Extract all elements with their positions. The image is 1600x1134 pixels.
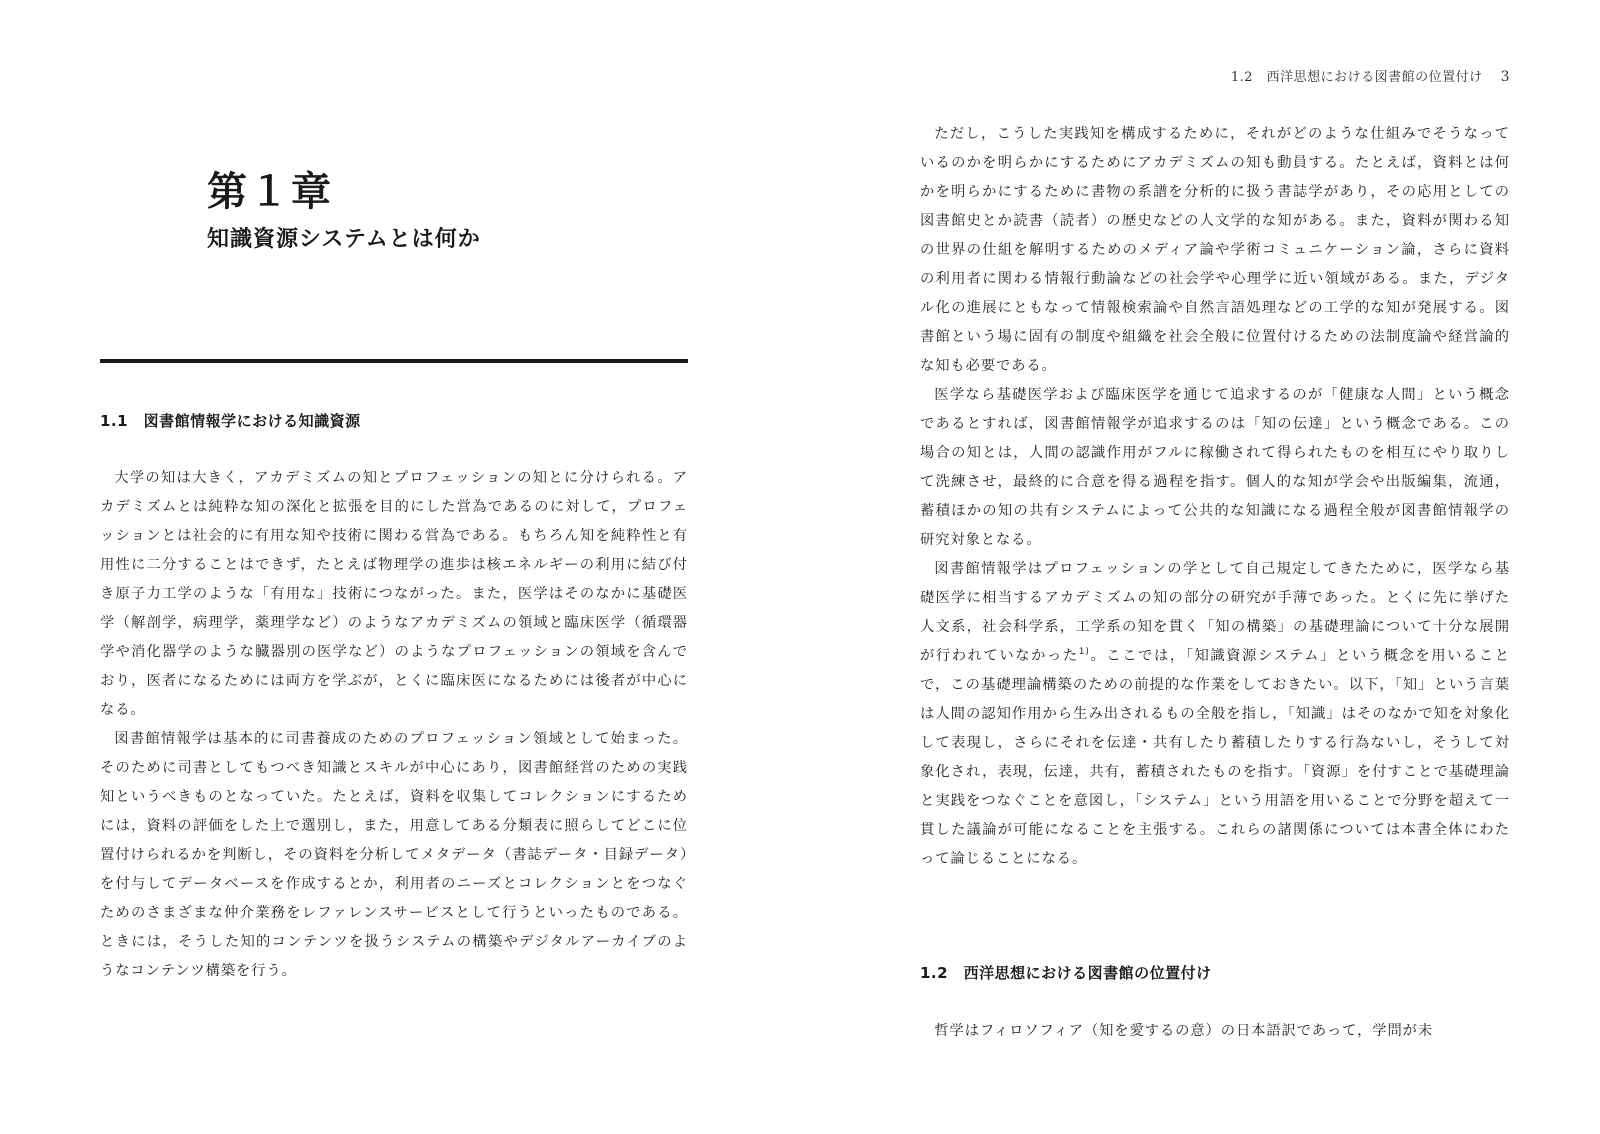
paragraph-text: 。ここでは，「知識資源システム」という概念を用いることで，この基礎理論構築のための前提的な作業をしておきたい。以下，「知」という言葉は人間の認知作用から生み出されるもの全般を指し，「知識」はそのなかで知を対象化して表現し，さらにそれを伝達・共有したり蓄積したりする行為ないし，そうして対象化され，表現，伝達，共有，蓄積されたものを指す。「資源」を付すことで基礎理論と実践をつなぐことを意図し，「システム」という用語を用いることで分野を超えて一貫した議論が可能になることを主張する。これらの諸関係については本書全体にわたって論じることになる。 [920, 648, 1511, 867]
footnote-marker[interactable]: 1) [1078, 647, 1090, 658]
paragraph-text: 図書館情報学はプロフェッションの学として自己規定してきたために，医学なら基礎医学に相当するアカデミズムの知の部分の研究が手薄であった。とくに先に挙げた人文系，社会科学系，工学系の知を貫く「知の構築」の基礎理論について十分な展開が行われていなかった [920, 561, 1510, 664]
paragraph [920, 555, 1510, 874]
section-heading-1-1: 1.1 図書館情報学における知識資源 [100, 412, 361, 430]
paragraph: 医学なら基礎医学および臨床医学を通じて追求するのが「健康な人間」という概念であるとすれば，図書館情報学が追求するのは「知の伝達」という概念である。この場合の知とは，人間の認識作用がフルに稼働されて得られたものを相互にやり取りして洗練させ，最終的に合意を得る過程を指す。個人的な知が学会や出版編集，流通，蓄積ほかの知の共有システムによって公共的な知識になる過程全般が図書館情報学の研究対象となる。 [920, 387, 1510, 548]
page-number: 3 [1500, 69, 1510, 85]
chapter-divider [100, 359, 688, 363]
right-page [920, 0, 1510, 1134]
running-head-title: 1.2 西洋思想における図書館の位置付け [1230, 70, 1483, 85]
section-1-2-body [920, 1017, 1510, 1046]
paragraph: ただし，こうした実践知を構成するために，それがどのような仕組みでそうなっているのかを明らかにするためにアカデミズムの知も動員する。たとえば，資料とは何かを明らかにするために書物の系譜を分析的に扱う書誌学があり，その応用としての図書館史とか読書（読者）の歴史などの人文学的な知がある。また，資料が関わる知の世界の仕組を解明するためのメディア論や学術コミュニケーション論，さらに資料の利用者に関わる情報行動論などの社会学や心理学に近い領域がある。また，デジタル化の進展にともなって情報検索論や自然言語処理などの工学的な知が発展する。図書館という場に固有の制度や組織を社会全般に位置付けるための法制度論や経営論的な知も必要である。 [920, 126, 1510, 374]
section-1-1-body [100, 464, 688, 986]
paragraph: 哲学はフィロソフィア（知を愛するの意）の日本語訳であって，学問が未 [934, 1023, 1434, 1039]
section-heading-1-2: 1.2 西洋思想における図書館の位置付け [920, 964, 1212, 982]
paragraph: 図書館情報学は基本的に司書養成のためのプロフェッション領域として始まった。そのために司書としてもつべき知識とスキルが中心にあり，図書館経営のための実践知というべきものとなっていた。たとえば，資料を収集してコレクションにするためには，資料の評価をした上で選別し，また，用意してある分類表に照らしてどこに位置付けられるかを判断し，その資料を分析してメタデータ（書誌データ・目録データ）を付与してデータベースを作成するとか，利用者のニーズとコレクションとをつなぐためのさまざまな仲介業務をレファレンスサービスとして行うといったものである。ときには，そうした知的コンテンツを扱うシステムの構築やデジタルアーカイブのようなコンテンツ構築を行う。 [100, 731, 688, 979]
running-head [1231, 66, 1510, 85]
chapter-label: 第１章 [207, 169, 333, 215]
paragraph: 大学の知は大きく，アカデミズムの知とプロフェッションの知とに分けられる。アカデミズムとは純粋な知の深化と拡張を目的にした営為であるのに対して，プロフェッションとは社会的に有用な知や技術に関わる営為である。もちろん知を純粋性と有用性に二分することはできず，たとえば物理学の進歩は核エネルギーの利用に結び付き原子力工学のような「有用な」技術につながった。また，医学はそのなかに基礎医学（解剖学，病理学，薬理学など）のようなアカデミズムの領域と臨床医学（循環器学や消化器学のような臓器別の医学など）のようなプロフェッションの領域を含んでおり，医者になるためには両方を学ぶが，とくに臨床医になるためには後者が中心になる。 [100, 470, 688, 718]
chapter-title: 知識資源システムとは何か [207, 227, 481, 252]
section-1-1-continued-body [920, 120, 1510, 874]
left-page [100, 0, 688, 1134]
